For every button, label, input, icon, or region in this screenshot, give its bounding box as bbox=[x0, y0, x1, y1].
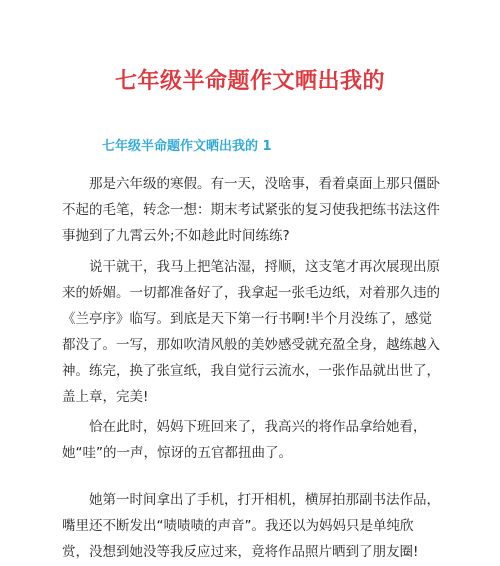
paragraph: 恰在此时，妈妈下班回来了，我高兴的将作品拿给她看，她“哇”的一声，惊讶的五官都扭曲了。 bbox=[62, 419, 427, 461]
title-container bbox=[0, 64, 500, 95]
paragraph: 那是六年级的寒假。有一天，没啥事，看着桌面上那只僵卧不起的毛笔，转念一想：期末考试紧张的复习使我把练书法这件事抛到了九霄云外;不如趁此时间练练? bbox=[62, 176, 440, 244]
page-title: 七年级半命题作文晒出我的 bbox=[111, 64, 389, 95]
paragraph: 说干就干，我马上把笔沾湿，捋顺，这支笔才再次展现出原来的娇媚。一切都准备好了，我拿起一张毛边纸，对着那久违的《兰亭序》临写。到底是天下第一行书啊!半个月没练了，感觉都没了。一写，那如吹清风般的美妙感受就充盈全身，越练越入神。练完，换了张宣纸，我自觉行云流水，一张作品就出世了，盖上章，完美! bbox=[62, 259, 440, 405]
paragraph: 她第一时间拿出了手机，打开相机，横屏拍那副书法作品，嘴里还不断发出“啧啧啧的声音”。我还以为妈妈只是单纯欣赏，没想到她没等我反应过来，竟将作品照片晒到了朋友圈! bbox=[62, 492, 440, 560]
section-subtitle: 七年级半命题作文晒出我的 1 bbox=[102, 139, 272, 154]
